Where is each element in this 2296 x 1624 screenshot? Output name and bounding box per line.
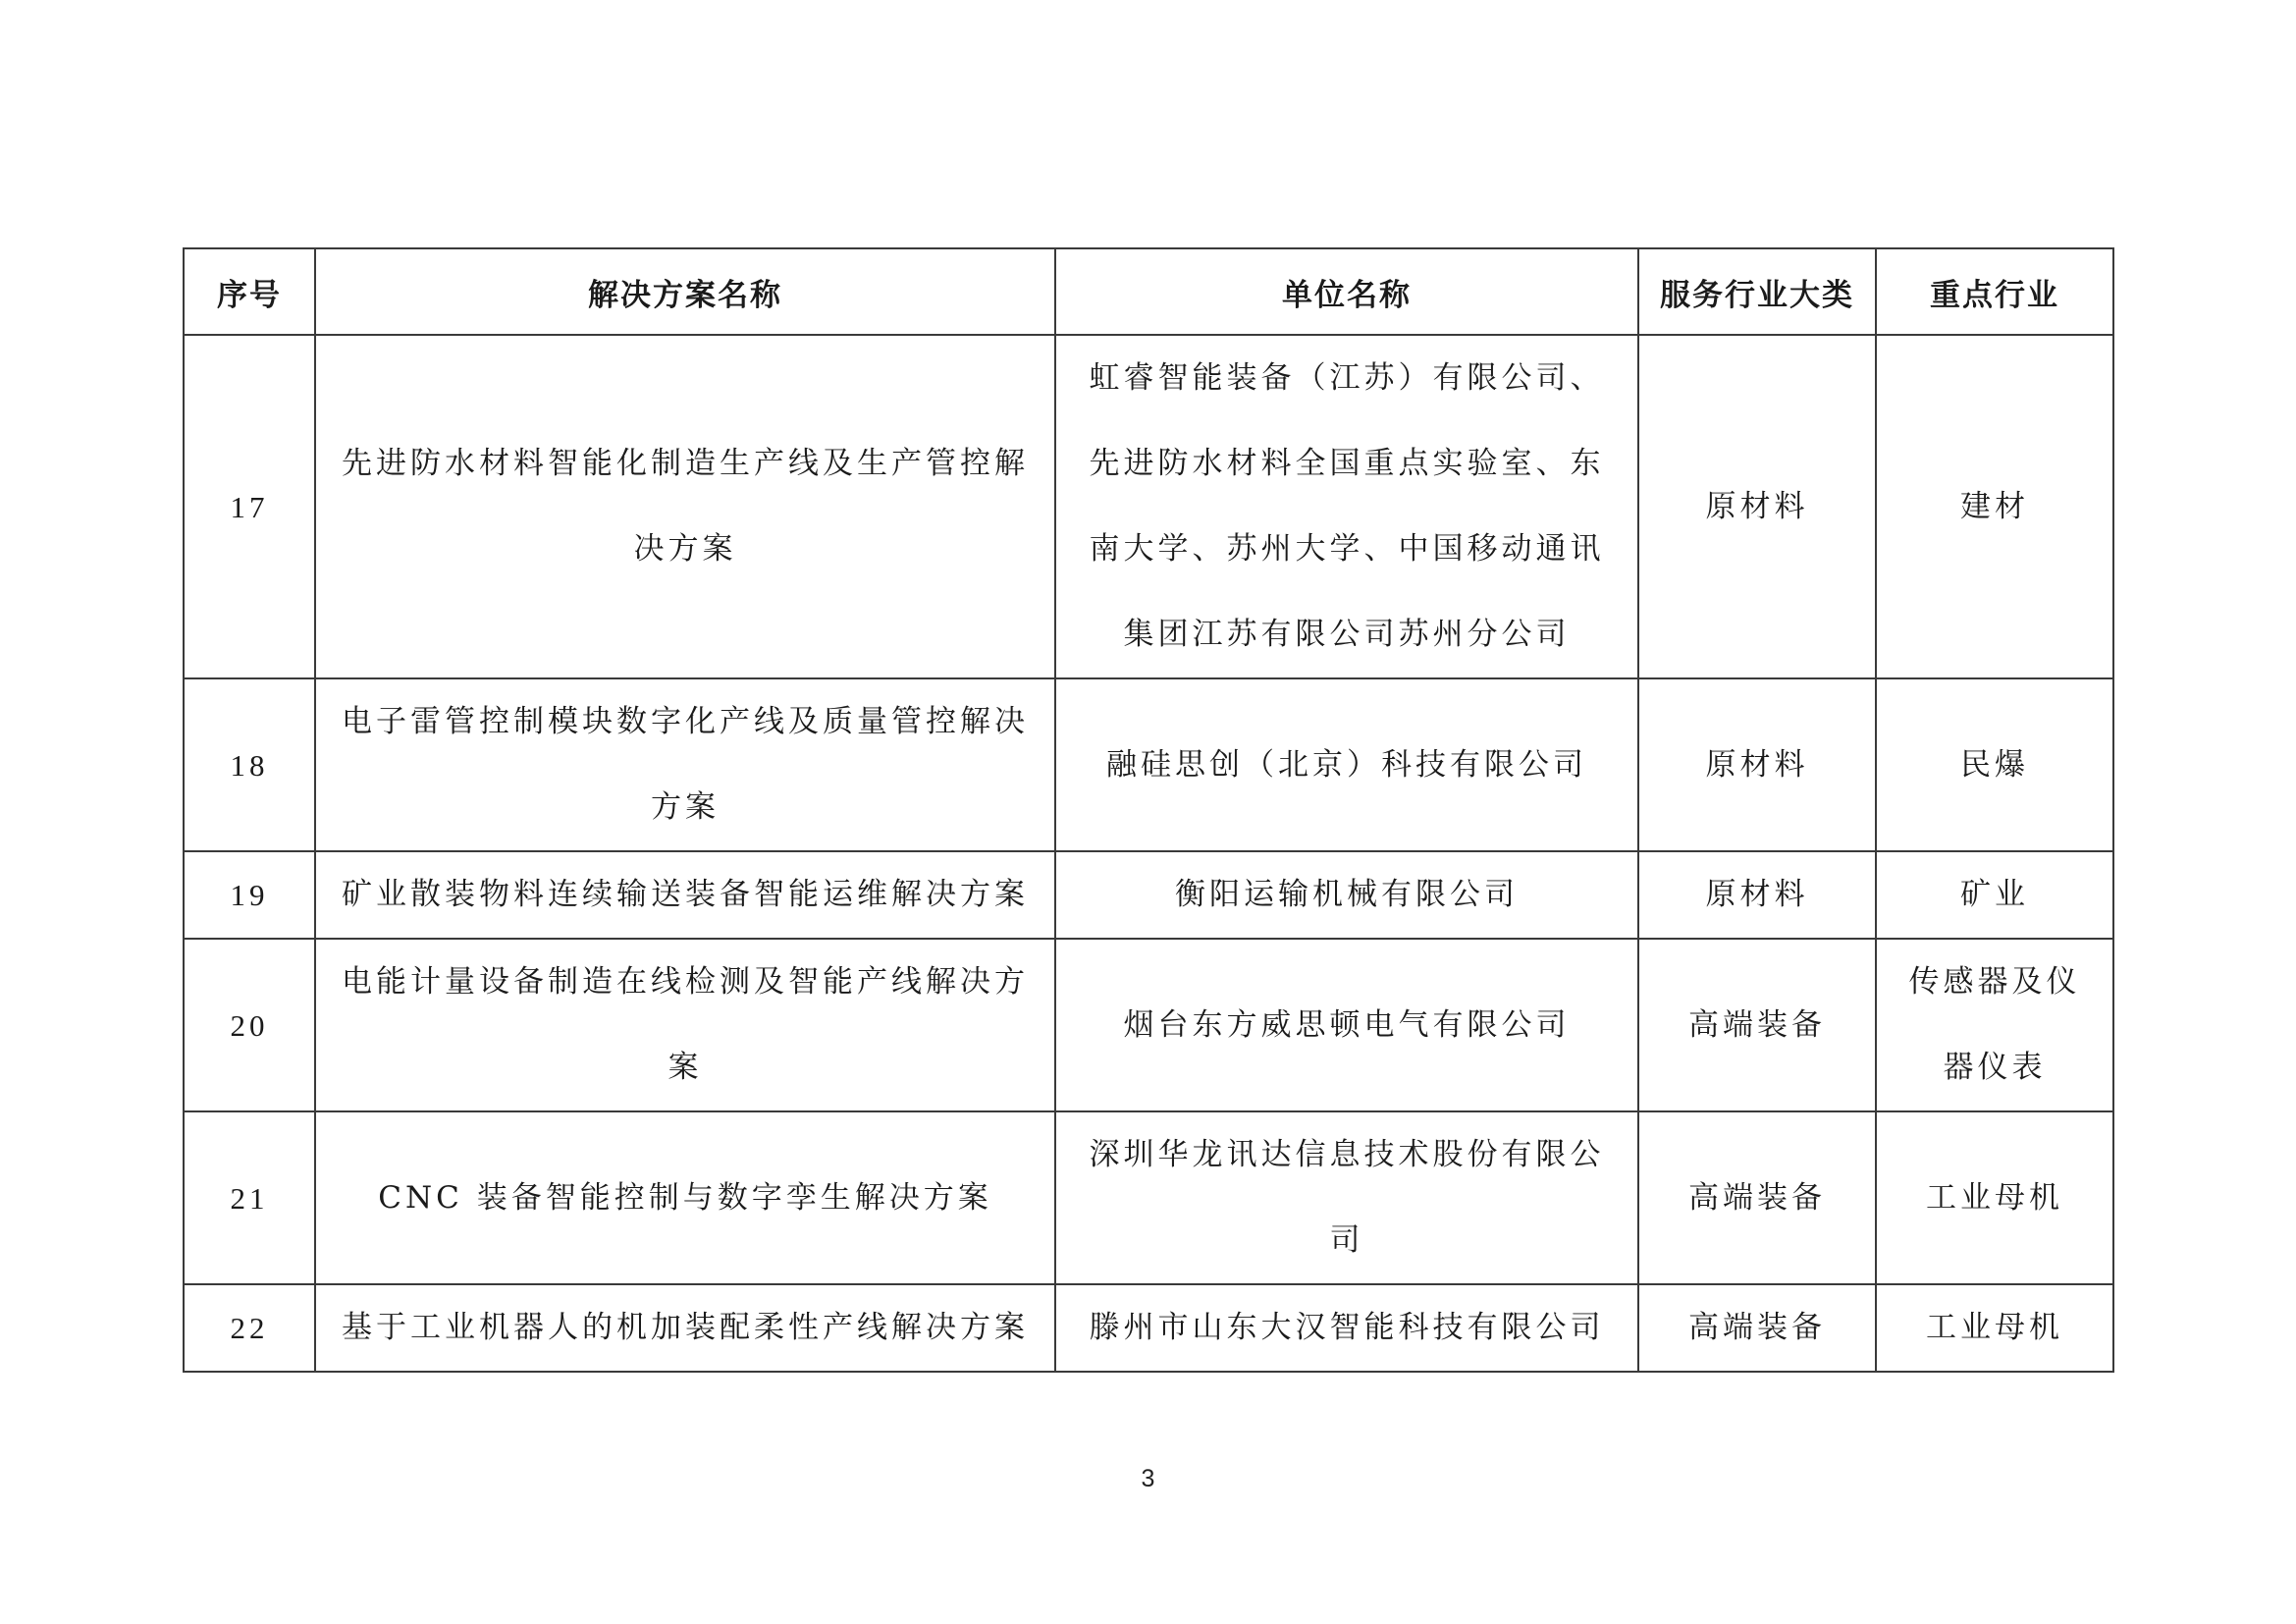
row-service-category: 高端装备 [1638,1111,1876,1284]
row-key-industry: 传感器及仪器仪表 [1876,939,2113,1111]
row-serial-number: 19 [184,851,315,939]
row-key-industry: 工业母机 [1876,1111,2113,1284]
header-serial-number: 序号 [184,248,315,335]
page-number: 3 [1141,1465,1155,1492]
row-serial-number: 22 [184,1284,315,1372]
row-serial-number: 20 [184,939,315,1111]
table-row [184,1284,2113,1372]
table-row [184,851,2113,939]
table-row [184,335,2113,678]
row-key-industry: 矿业 [1876,851,2113,939]
table-header-row [184,248,2113,335]
row-unit-name: 滕州市山东大汉智能科技有限公司 [1055,1284,1638,1372]
row-service-category: 原材料 [1638,678,1876,851]
table-row [184,939,2113,1111]
row-solution-name: 电能计量设备制造在线检测及智能产线解决方案 [315,939,1055,1111]
row-key-industry: 工业母机 [1876,1284,2113,1372]
table-row [184,1111,2113,1284]
row-unit-name: 衡阳运输机械有限公司 [1055,851,1638,939]
header-unit-name: 单位名称 [1055,248,1638,335]
header-key-industry: 重点行业 [1876,248,2113,335]
row-service-category: 高端装备 [1638,939,1876,1111]
row-service-category: 原材料 [1638,335,1876,678]
row-solution-name: 基于工业机器人的机加装配柔性产线解决方案 [315,1284,1055,1372]
table-row [184,678,2113,851]
row-unit-name: 烟台东方威思顿电气有限公司 [1055,939,1638,1111]
header-service-category: 服务行业大类 [1638,248,1876,335]
row-serial-number: 17 [184,335,315,678]
row-solution-name: 电子雷管控制模块数字化产线及质量管控解决方案 [315,678,1055,851]
row-unit-name: 深圳华龙讯达信息技术股份有限公司 [1055,1111,1638,1284]
header-solution-name: 解决方案名称 [315,248,1055,335]
row-unit-name: 虹睿智能装备（江苏）有限公司、先进防水材料全国重点实验室、东南大学、苏州大学、中国移动通讯集团江苏有限公司苏州分公司 [1055,335,1638,678]
row-service-category: 原材料 [1638,851,1876,939]
row-key-industry: 民爆 [1876,678,2113,851]
row-solution-name: CNC 装备智能控制与数字孪生解决方案 [315,1111,1055,1284]
row-solution-name: 矿业散装物料连续输送装备智能运维解决方案 [315,851,1055,939]
row-unit-name: 融硅思创（北京）科技有限公司 [1055,678,1638,851]
row-serial-number: 21 [184,1111,315,1284]
row-service-category: 高端装备 [1638,1284,1876,1372]
row-key-industry: 建材 [1876,335,2113,678]
solutions-table [183,247,2114,1373]
row-solution-name: 先进防水材料智能化制造生产线及生产管控解决方案 [315,335,1055,678]
row-serial-number: 18 [184,678,315,851]
